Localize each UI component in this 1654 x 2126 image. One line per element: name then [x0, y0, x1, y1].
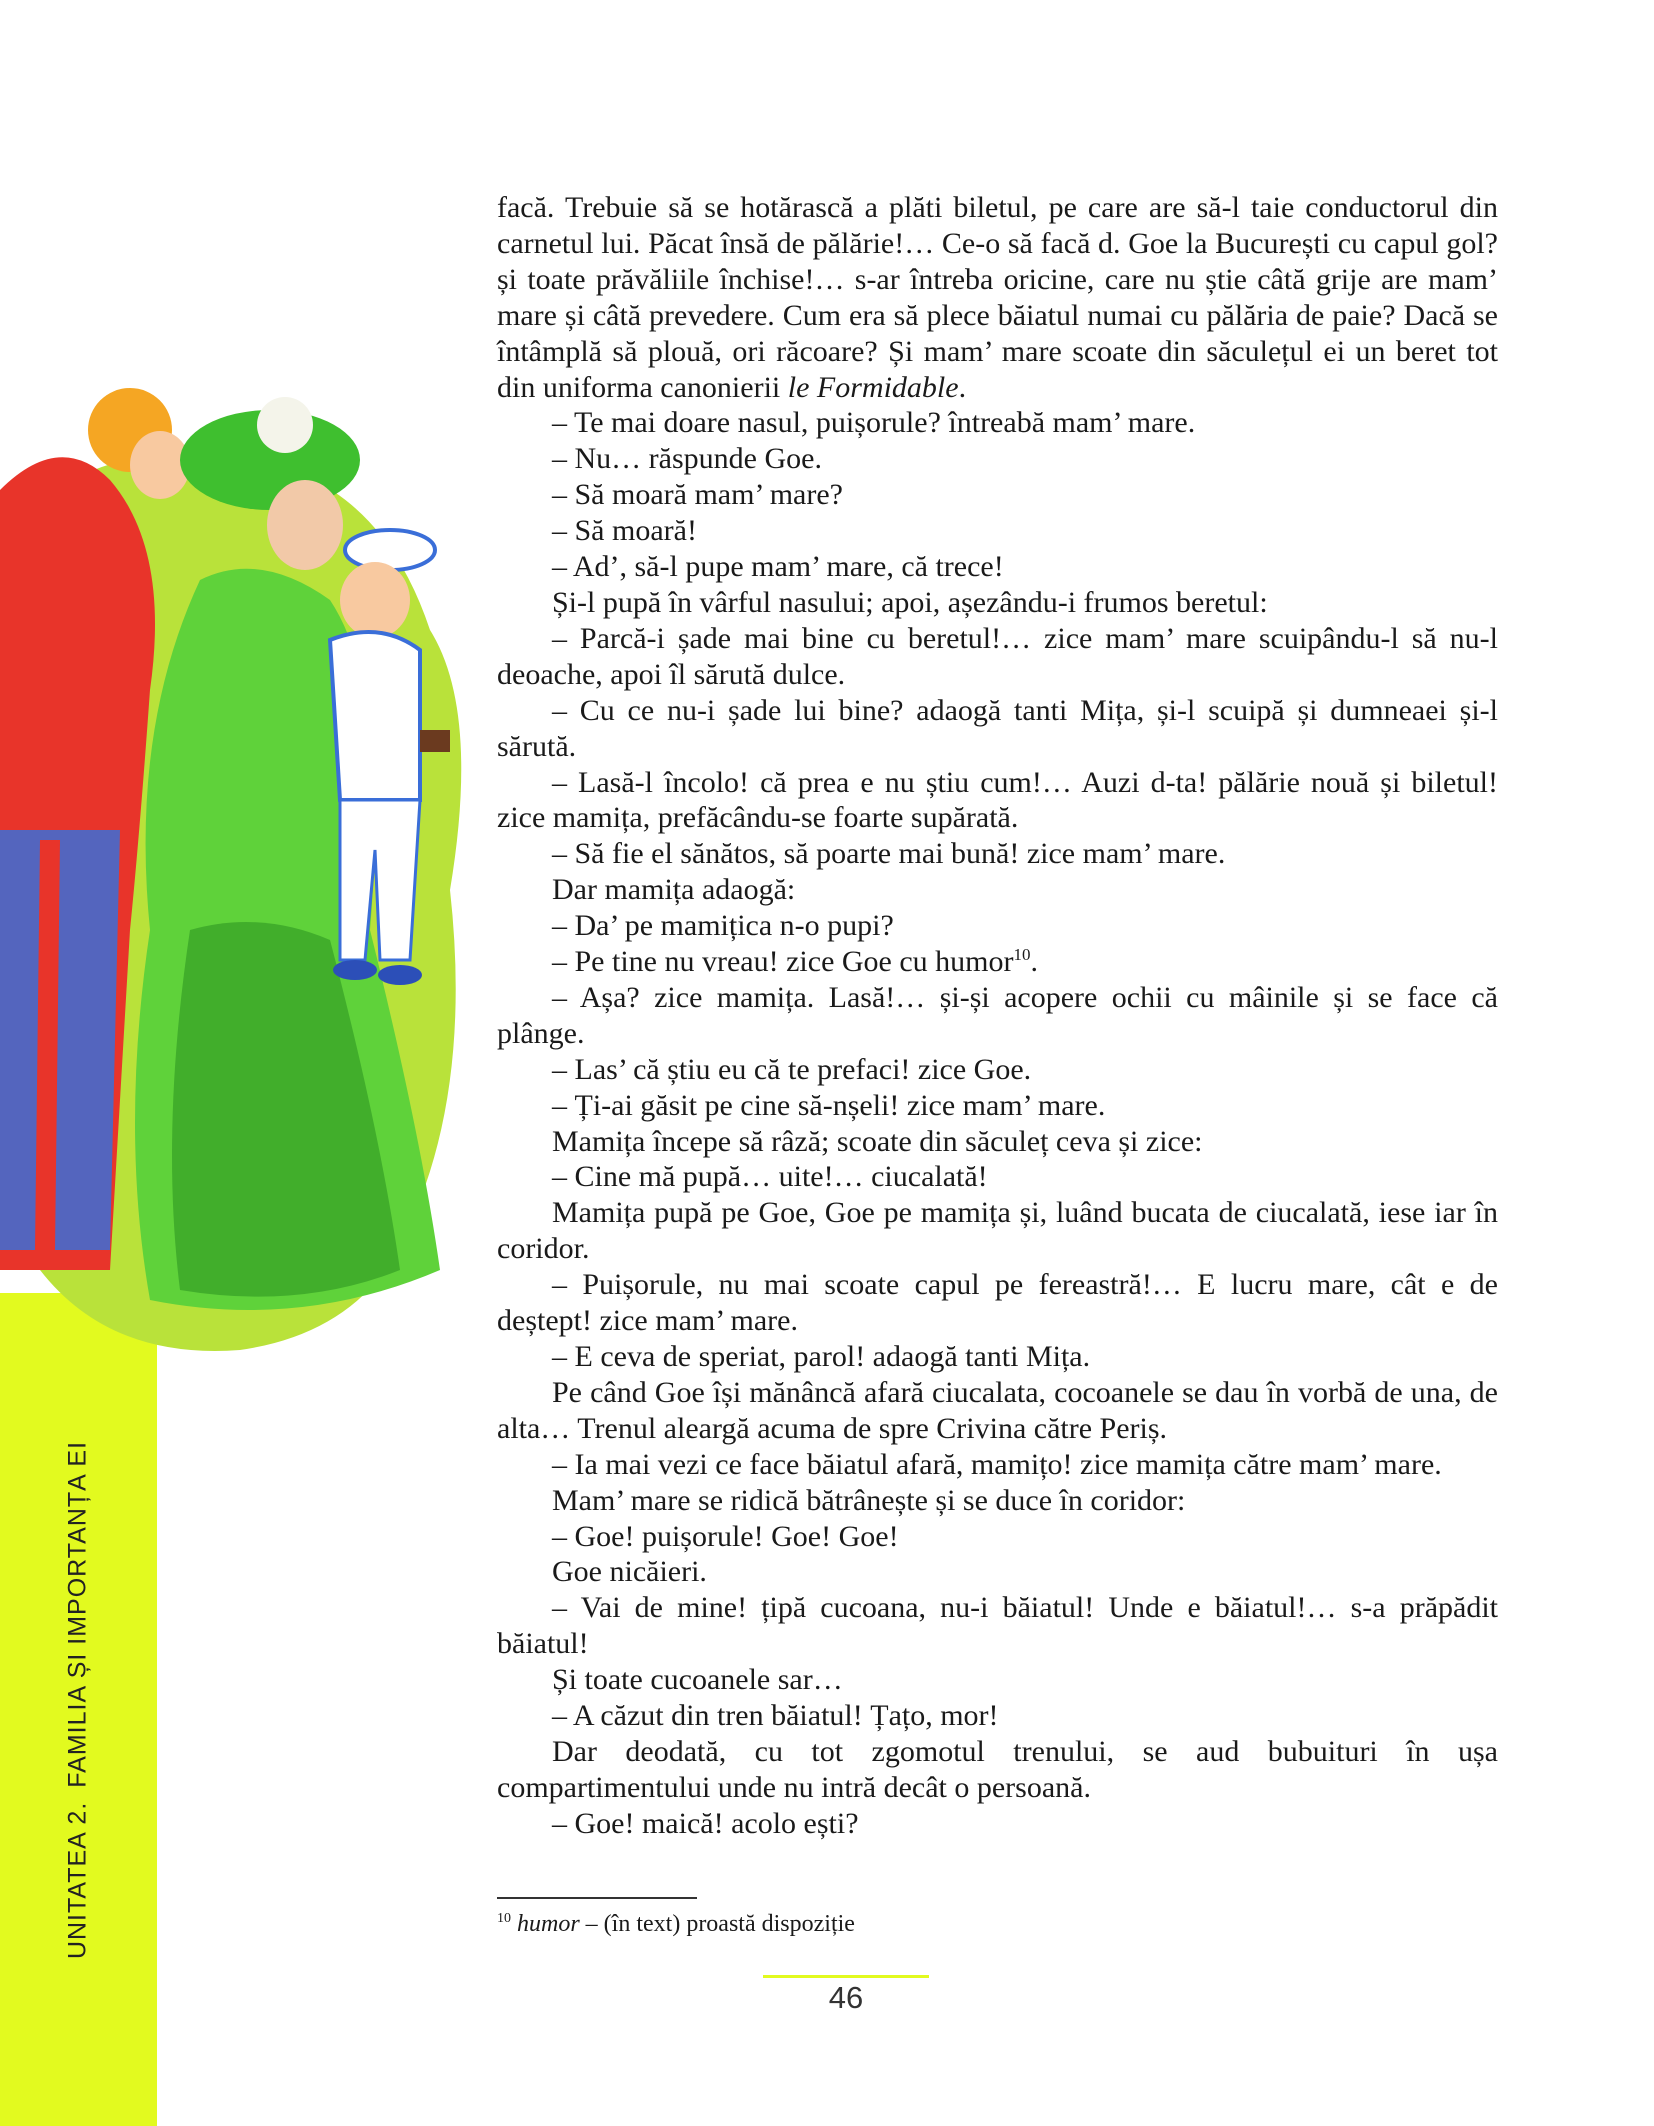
footnote-ref: 10: [1013, 945, 1031, 965]
paragraph-29: – A căzut din tren băiatul! Țațo, mor!: [552, 1699, 999, 1733]
paragraph-23: – Ia mai vezi ce face băiatul afară, mamițo! zice mamița către mam’ mare.: [552, 1447, 1442, 1481]
paragraph-0: facă. Trebuie să se hotărască a plăti biletul, pe care are să-l taie conductorul din carnetul lui. Păcat însă de pălărie!… Ce-o să facă d. Goe la București cu capul gol? și toate prăvăliile închise!… s-ar întreba oricine, care nu știe câtă grije are mam’ mare și câtă prevedere. Cum era să plece băiatul numai cu pălăria de paie? Dacă se întâmplă să plouă, ori răcoare? Și mam’ mare scoate din săculețul ei un beret tot din uniforma canonierii le Formidable.: [497, 191, 1498, 404]
paragraph-3: – Să moară mam’ mare?: [552, 478, 843, 512]
paragraph-22: Pe când Goe își mănâncă afară ciucalata, cocoanele se dau în vorbă de una, de alta… Trenul aleargă acuma de spre Crivina către Periș.: [497, 1375, 1498, 1445]
paragraph-9: – Lasă-l încolo! că prea e nu știu cum!… Auzi d-ta! pălărie nouă și biletul! zice mamița, prefăcându-se foarte supărată.: [497, 765, 1498, 835]
paragraph-31: – Goe! maică! acolo ești?: [552, 1806, 859, 1840]
paragraph-12: – Da’ pe mamițica n-o pupi?: [552, 909, 894, 943]
chocolate-bar: [420, 730, 450, 752]
paragraph-11: Dar mamița adaogă:: [552, 873, 796, 907]
paragraph-18: – Cine mă pupă… uite!… ciucalată!: [552, 1160, 988, 1194]
paragraph-14: – Așa? zice mamița. Lasă!… și-și acopere ochii cu mâinile și se face că plânge.: [497, 980, 1498, 1050]
unit-title: FAMILIA ȘI IMPORTANȚA EI: [63, 1440, 92, 1788]
paragraph-24: Mam’ mare se ridică bătrânește și se duce în coridor:: [552, 1483, 1186, 1517]
paragraph-13: – Pe tine nu vreau! zice Goe cu humor$^{10}$.: [552, 945, 1038, 979]
chapter-side-title: [64, 1441, 93, 1959]
illustration-goe-family: [0, 370, 490, 1360]
paragraph-20: – Puișorule, nu mai scoate capul pe fereastră!… E lucru mare, cât e de deștept! zice mam’ mare.: [497, 1268, 1498, 1338]
paragraph-1: – Te mai doare nasul, puișorule? întreabă mam’ mare.: [552, 406, 1196, 440]
paragraph-8: – Cu ce nu-i șade lui bine? adaogă tanti Mița, și-l scuipă și dumneaei și-l sărută.: [497, 693, 1498, 763]
boy-face: [340, 562, 410, 638]
page-number: 46: [828, 1980, 864, 2015]
blue-skirt-stripes: [0, 830, 120, 1250]
paragraph-25: – Goe! puișorule! Goe! Goe!: [552, 1519, 899, 1553]
page-number-rule: [763, 1975, 929, 1978]
footnote-number: 10: [497, 1911, 511, 1926]
paragraph-5: – Ad’, să-l pupe mam’ mare, că trece!: [552, 550, 1004, 584]
paragraph-6: Și-l pupă în vârful nasului; apoi, așezându-i frumos beretul:: [552, 585, 1268, 619]
paragraph-27: – Vai de mine! țipă cucoana, nu-i băiatul! Unde e băiatul!… s-a prăpădit băiatul!: [497, 1591, 1498, 1661]
paragraph-4: – Să moară!: [552, 514, 697, 548]
paragraph-16: – Ți-ai găsit pe cine să-nșeli! zice mam’ mare.: [552, 1088, 1106, 1122]
sailor-trousers: [340, 800, 420, 960]
boy-shoe-left: [333, 960, 377, 980]
paragraph-28: Și toate cucoanele sar…: [552, 1663, 843, 1697]
paragraph-26: Goe nicăieri.: [552, 1555, 707, 1589]
boy-shoe-right: [378, 965, 422, 985]
sailor-top: [330, 632, 420, 800]
story-text: [497, 190, 1498, 1842]
footnote: [497, 1904, 855, 1939]
sailor-cap: [345, 530, 435, 570]
paragraph-21: – E ceva de speriat, parol! adaogă tanti Mița.: [552, 1340, 1091, 1373]
hat-flower: [257, 397, 313, 453]
footnote-divider: [497, 1897, 697, 1899]
unit-label: UNITATEA 2.: [63, 1801, 92, 1960]
footnote-definition: – (în text) proastă dispoziție: [579, 1911, 855, 1937]
footnote-term: humor: [517, 1911, 580, 1937]
paragraph-10: – Să fie el sănătos, să poarte mai bună! zice mam’ mare.: [552, 837, 1226, 871]
paragraph-19: Mamița pupă pe Goe, Goe pe mamița și, luând bucata de ciucalată, iese iar în coridor.: [497, 1196, 1498, 1266]
paragraph-30: Dar deodată, cu tot zgomotul trenului, se aud bubuituri în ușa compartimentului unde nu intră decât o persoană.: [497, 1734, 1498, 1804]
paragraph-7: – Parcă-i șade mai bine cu beretul!… zice mam’ mare scuipându-l să nu-l deoache, apoi îl sărută dulce.: [497, 621, 1498, 691]
grandma-face: [267, 480, 343, 570]
paragraph-17: Mamița începe să râză; scoate din săculeț ceva și zice:: [552, 1124, 1203, 1158]
paragraph-15: – Las’ că știu eu că te prefaci! zice Goe.: [552, 1052, 1032, 1086]
paragraph-2: – Nu… răspunde Goe.: [552, 442, 822, 476]
